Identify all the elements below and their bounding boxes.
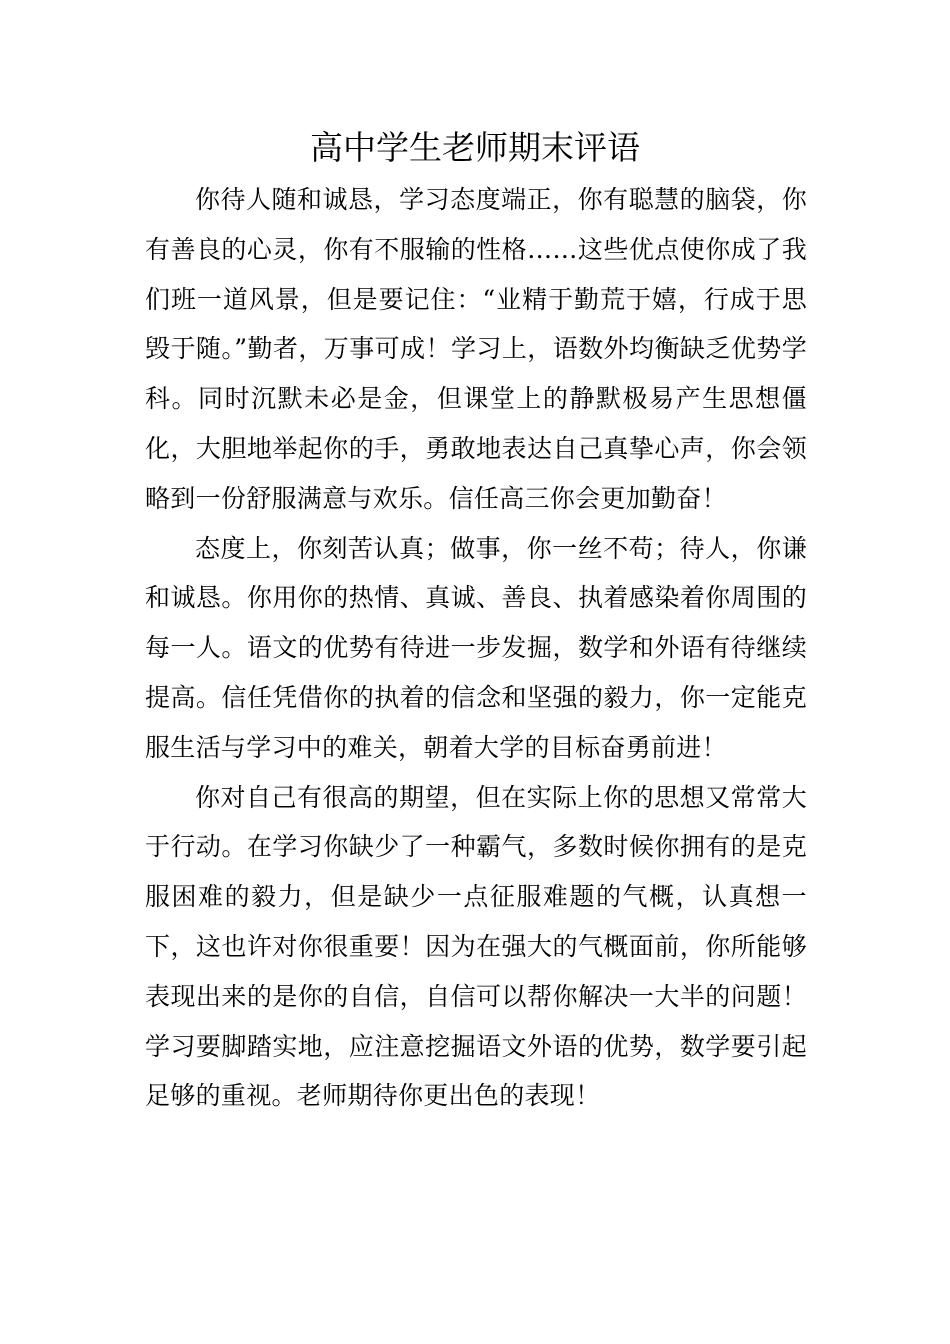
paragraph: 态度上，你刻苦认真；做事，你一丝不苟；待人，你谦和诚恳。你用你的热情、真诚、善良、执着感染着你周围的每一人。语文的优势有待进一步发掘，数学和外语有待继续提高。信任凭借你的执着的信念和坚强的毅力，你一定能克服生活与学习中的难关，朝着大学的目标奋勇前进！	[145, 533, 807, 762]
document-body	[145, 175, 807, 1121]
paragraph: 你待人随和诚恳，学习态度端正，你有聪慧的脑袋，你有善良的心灵，你有不服输的性格……这些优点使你成了我们班一道风景，但是要记住：“业精于勤荒于嬉，行成于思毁于随。”勤者，万事可成！学习上，语数外均衡缺乏优势学科。同时沉默未必是金，但课堂上的静默极易产生思想僵化，大胆地举起你的手，勇敢地表达自己真挚心声，你会领略到一份舒服满意与欢乐。信任高三你会更加勤奋！	[145, 185, 807, 513]
document-title: 高中学生老师期末评语	[310, 128, 640, 167]
paragraph: 你对自己有很高的期望，但在实际上你的思想又常常大于行动。在学习你缺少了一种霸气，多数时候你拥有的是克服困难的毅力，但是缺少一点征服难题的气概，认真想一下，这也许对你很重要！因为在强大的气概面前，你所能够表现出来的是你的自信，自信可以帮你解决一大半的问题！学习要脚踏实地，应注意挖掘语文外语的优势，数学要引起足够的重视。老师期待你更出色的表现！	[145, 782, 807, 1111]
